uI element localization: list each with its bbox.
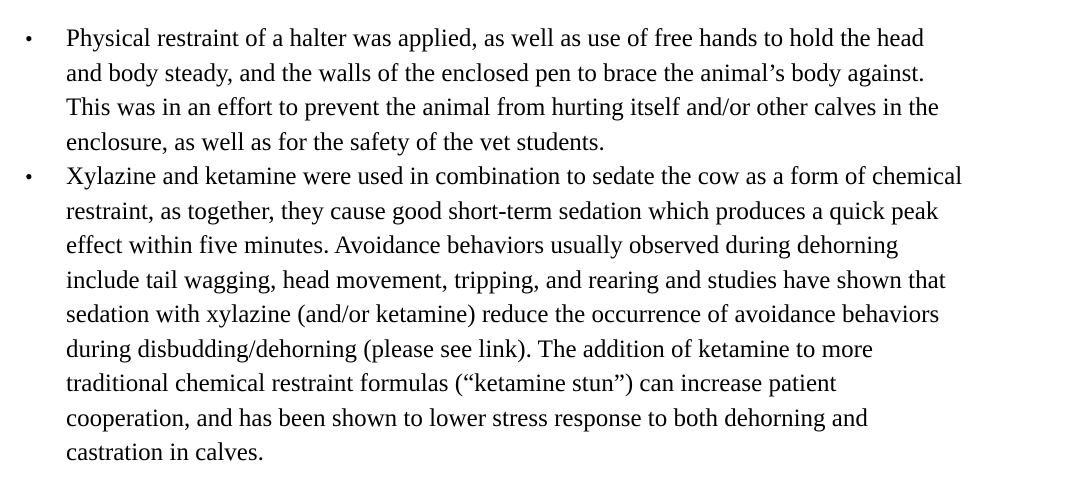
bullet-item-sedation <box>0 160 1076 471</box>
bullet-item-restraint <box>0 22 1076 160</box>
bullet-text-line: Xylazine and ketamine were used in combination to sedate the cow as a form of chemical <box>66 163 963 190</box>
bullet-text-line: Physical restraint of a halter was applied, as well as use of free hands to hold the head <box>66 25 925 52</box>
bullet-icon: • <box>25 26 33 51</box>
document-body <box>0 22 1079 471</box>
bullet-text-line: cooperation, and has been shown to lower stress response to both dehorning and <box>66 404 868 432</box>
bullet-text-line: enclosure, as well as for the safety of the vet students. <box>66 128 605 156</box>
bullet-text-line: and body steady, and the walls of the enclosed pen to brace the animal’s body against. <box>66 59 925 87</box>
bullet-text-line: castration in calves. <box>66 439 264 466</box>
bullet-text-line: effect within five minutes. Avoidance behaviors usually observed during dehorning <box>66 232 899 259</box>
bullet-text-line: during disbudding/dehorning (please see link). The addition of ketamine to more <box>66 335 873 363</box>
bullet-text-line: This was in an effort to prevent the animal from hurting itself and/or other calves in the <box>66 94 939 121</box>
bullet-text-line: include tail wagging, head movement, tripping, and rearing and studies have shown that <box>66 266 946 294</box>
bullet-text-line: traditional chemical restraint formulas (“ketamine stun”) can increase patient <box>66 370 837 397</box>
bullet-text-line: restraint, as together, they cause good short-term sedation which produces a quick peak <box>66 197 939 225</box>
bullet-text-line: sedation with xylazine (and/or ketamine) reduce the occurrence of avoidance behaviors <box>66 301 940 328</box>
bullet-icon: • <box>25 164 33 189</box>
